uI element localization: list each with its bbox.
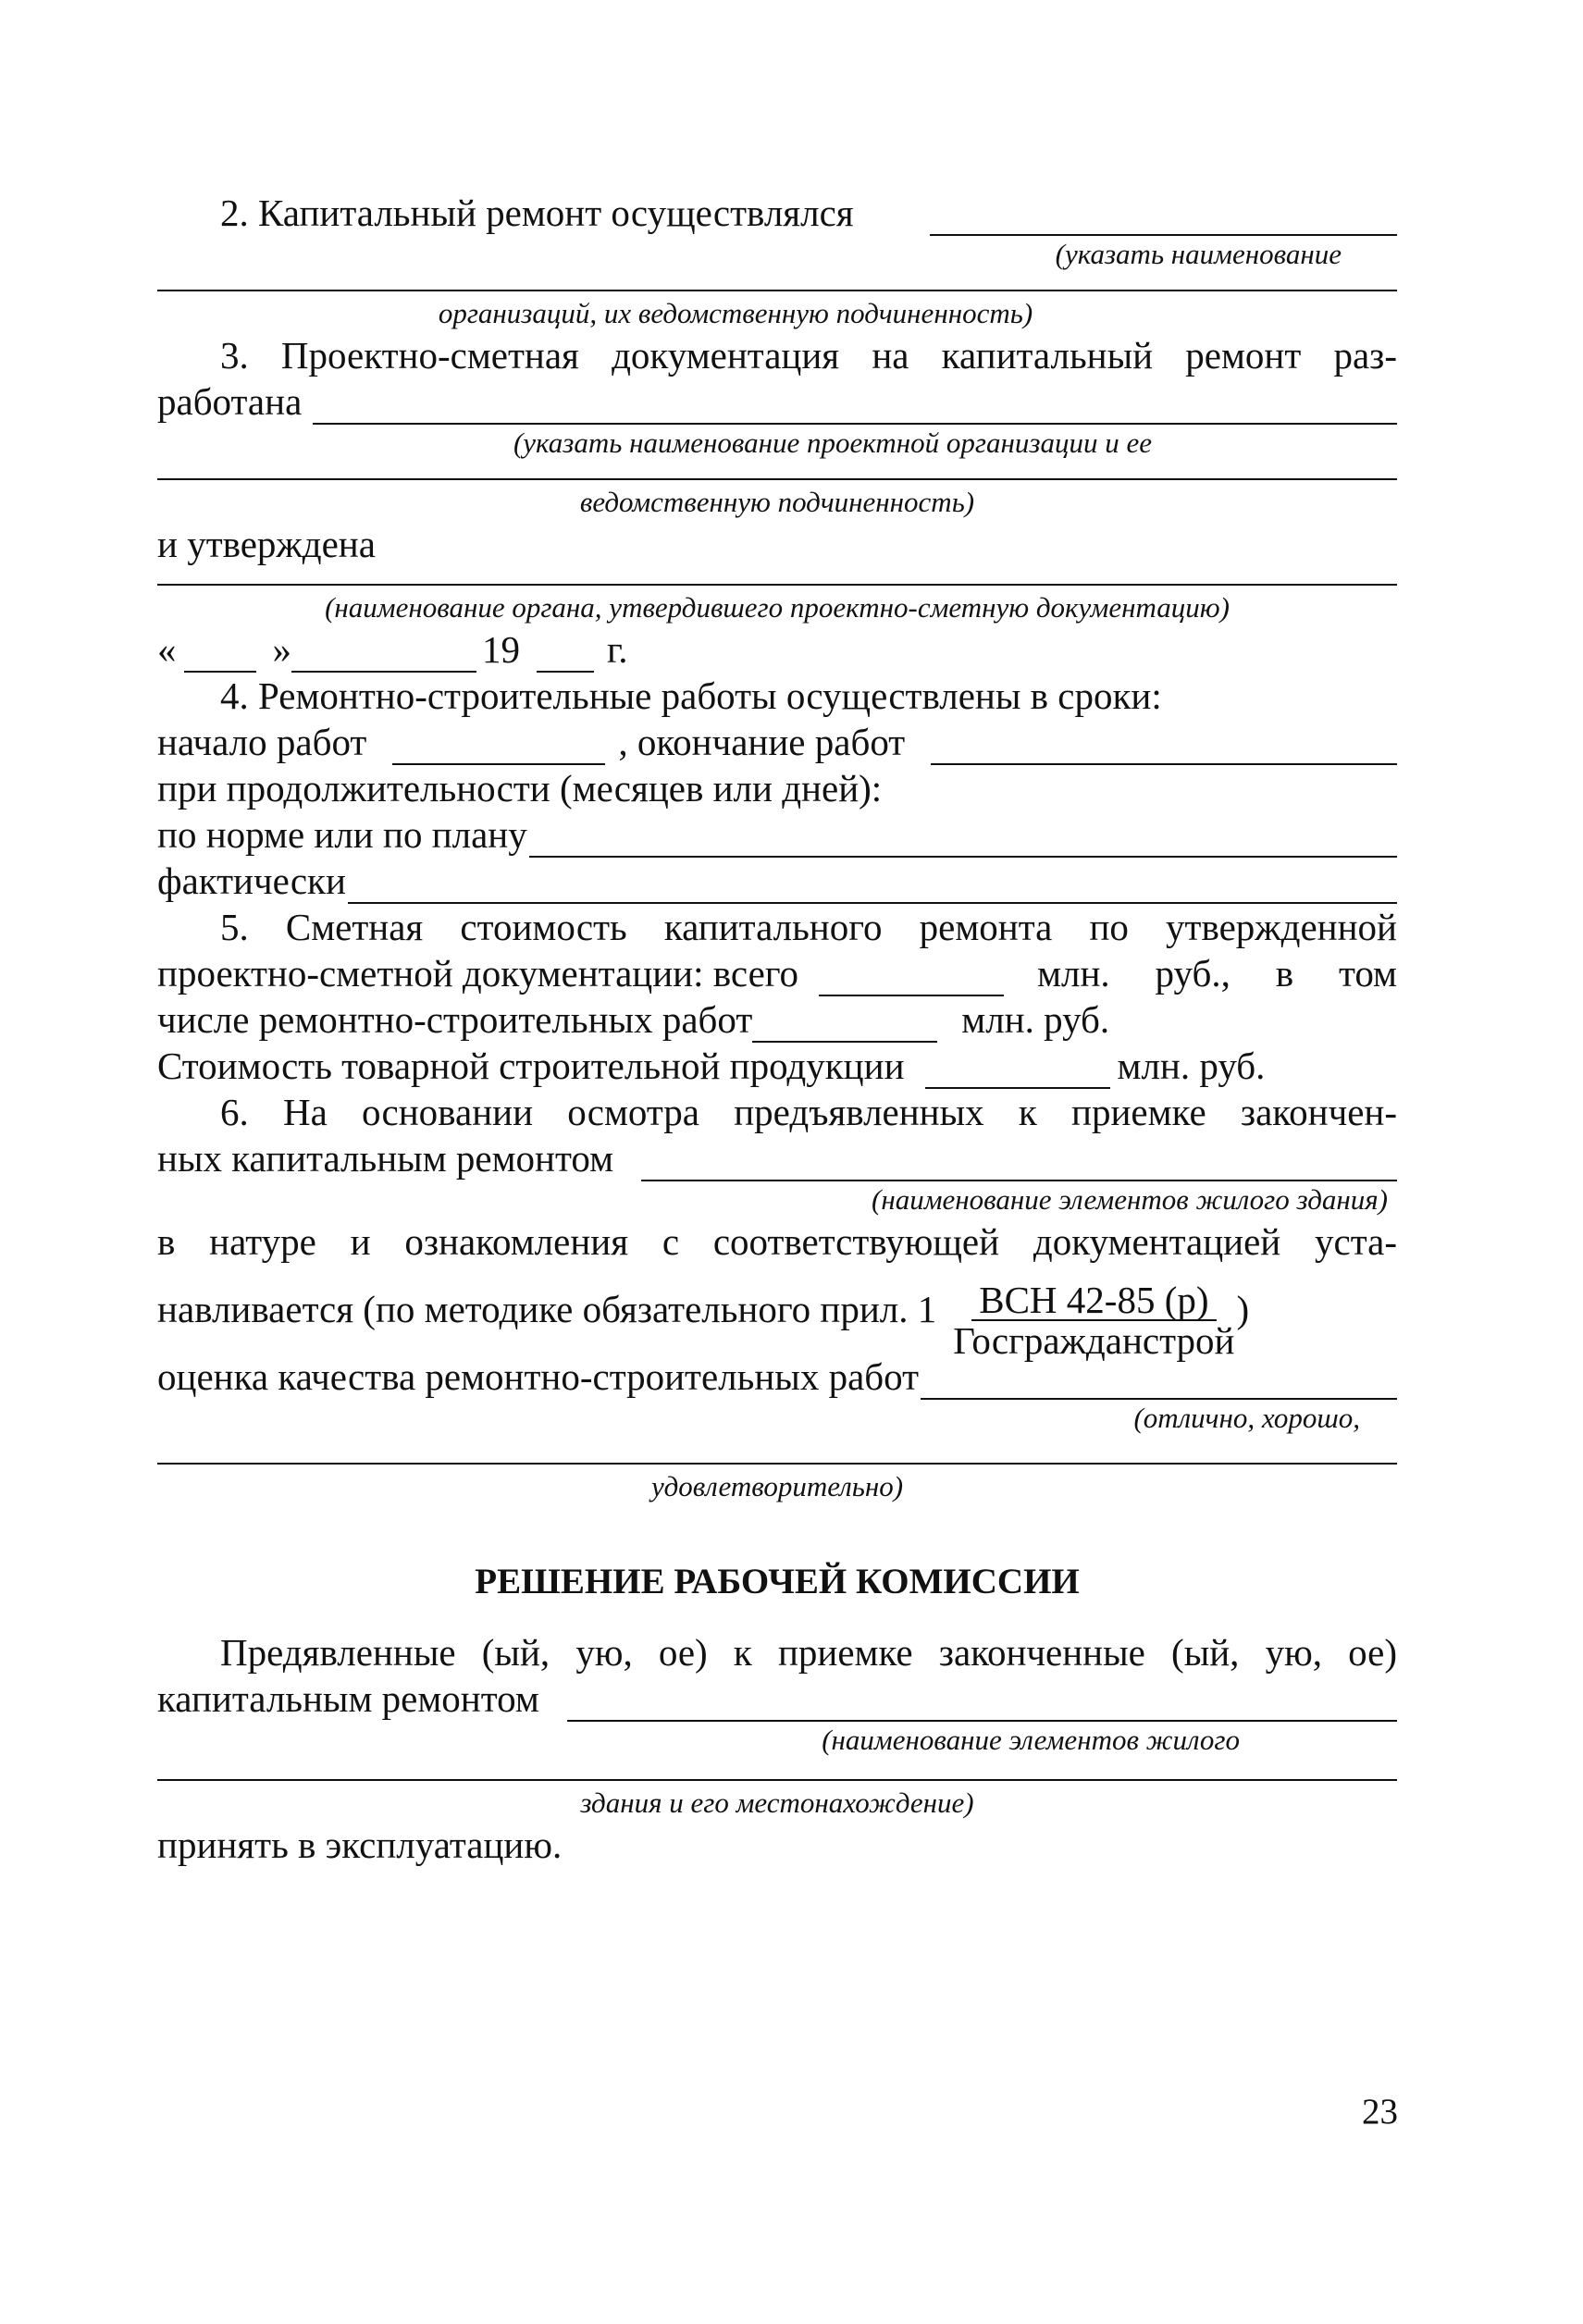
- item5-line2: [157, 950, 1397, 996]
- item6-caption2: (отлично, хорошо,: [1133, 1402, 1360, 1434]
- work-end-field[interactable]: [931, 728, 1397, 765]
- item6-line4: [157, 1265, 1397, 1362]
- item3-date-line: [157, 626, 1397, 673]
- item6-caption3: удовлетворительно): [650, 1470, 904, 1502]
- item2-organization-field-2[interactable]: [157, 290, 1397, 291]
- item4-actual-line: [157, 858, 1397, 904]
- item4-norm-text: по норме или по плану: [157, 813, 527, 856]
- item4-dates-line: [157, 719, 1397, 765]
- item2-text: 2. Капитальный ремонт осуществлялся: [220, 192, 854, 234]
- date-year-prefix: 19: [482, 628, 520, 671]
- decision-caption1: (наименование элементов жилого: [822, 1724, 1240, 1756]
- accepted-elements-field-2[interactable]: [157, 1779, 1397, 1781]
- item3-caption2: ведомственную подчиненность): [579, 486, 975, 518]
- item4-line1: 4. Ремонтно-строительные работы осуществлены в сроки:: [220, 674, 1162, 717]
- date-open-quote: «: [157, 628, 177, 671]
- product-cost-field[interactable]: [925, 1052, 1110, 1089]
- item3-line1: 3. Проектно-сметная документация на капитальный ремонт раз-: [220, 334, 1397, 377]
- date-suffix: г.: [607, 628, 628, 671]
- item5-line3a: числе ремонтно-строительных работ: [157, 998, 753, 1041]
- item5-line2a: проектно-сметной документации: всего: [157, 952, 799, 995]
- vsn-fraction-close: ): [1236, 1288, 1250, 1330]
- norm-duration-field[interactable]: [529, 821, 1397, 858]
- item5-line1: 5. Сметная стоимость капитального ремонта по утвержденной: [220, 906, 1397, 948]
- item6-line5: [157, 1354, 1397, 1400]
- item3-approver-field[interactable]: [157, 584, 1397, 586]
- item3-developer-field-2[interactable]: [157, 478, 1397, 480]
- item4-duration-line: при продолжительности (месяцев или дней):: [157, 767, 883, 810]
- actual-duration-field[interactable]: [348, 867, 1397, 904]
- date-day-field[interactable]: [184, 636, 256, 673]
- decision-line3: принять в эксплуатацию.: [157, 1823, 563, 1866]
- date-month-field[interactable]: [291, 636, 476, 673]
- item4-end-text: , окончание работ: [618, 721, 906, 763]
- inspected-elements-field[interactable]: [641, 1144, 1397, 1181]
- item2-caption1: (указать наименование: [1055, 238, 1342, 270]
- decision-line1: Предявленные (ый, ую, ое) к приемке законченные (ый, ую, ое): [220, 1631, 1397, 1674]
- item5-line4: [157, 1043, 1397, 1089]
- document-page: [157, 190, 1397, 1868]
- vsn-fraction: [953, 1280, 1234, 1360]
- quality-rating-field-2[interactable]: [157, 1463, 1397, 1465]
- decision-caption2: здания и его местонахождение): [580, 1786, 974, 1819]
- decision-line2: [157, 1675, 1397, 1722]
- construction-cost-field[interactable]: [752, 1006, 937, 1043]
- date-year-field[interactable]: [537, 636, 594, 673]
- item3-approved-text: и утверждена: [157, 523, 376, 565]
- total-cost-field[interactable]: [819, 959, 1004, 996]
- item3-caption1: (указать наименование проектной организации и ее: [513, 426, 1153, 459]
- item5-line4b: млн. руб.: [1117, 1045, 1266, 1087]
- item6-line2: [157, 1135, 1397, 1181]
- page-number: 23: [1362, 2092, 1398, 2132]
- item2-organization-field[interactable]: [930, 199, 1397, 236]
- item6-line4-text: навливается (по методике обязательного прил. 1: [157, 1288, 937, 1330]
- item5-line2b: млн. руб., в том: [1037, 952, 1397, 995]
- item3-line2-text: работана: [157, 380, 303, 423]
- vsn-fraction-denominator: Госгражданстрой: [953, 1319, 1235, 1362]
- quality-rating-field[interactable]: [921, 1363, 1397, 1400]
- item6-line1: 6. На основании осмотра предъявленных к приемке закончен-: [220, 1091, 1397, 1133]
- item6-caption1: (наименование элементов жилого здания): [872, 1183, 1388, 1216]
- item2-caption2: организаций, их ведомственную подчиненность): [438, 297, 1033, 329]
- item4-actual-text: фактически: [157, 859, 346, 902]
- item3-developer-field[interactable]: [313, 388, 1397, 425]
- vsn-fraction-numerator: ВСН 42-85 (р): [971, 1280, 1216, 1321]
- item3-caption3: (наименование органа, утвердившего проектно-сметную документацию): [325, 591, 1230, 624]
- work-start-field[interactable]: [392, 728, 605, 765]
- accepted-elements-field[interactable]: [567, 1685, 1397, 1722]
- item6-line2-text: ных капитальным ремонтом: [157, 1137, 614, 1180]
- date-close-quote: »: [272, 628, 291, 671]
- item3-approved-line: [157, 521, 1397, 567]
- item2-line: [157, 190, 1397, 236]
- item3-line2: [157, 378, 1397, 425]
- item4-start-text: начало работ: [157, 721, 367, 763]
- item5-line3: [157, 996, 1397, 1043]
- item5-line4a: Стоимость товарной строительной продукции: [157, 1045, 905, 1087]
- decision-heading: РЕШЕНИЕ РАБОЧЕЙ КОМИССИИ: [475, 1562, 1080, 1601]
- item5-line3b: млн. руб.: [961, 998, 1110, 1041]
- item6-line5-text: оценка качества ремонтно-строительных работ: [157, 1355, 920, 1398]
- item4-norm-line: [157, 811, 1397, 858]
- item6-line3: в натуре и ознакомления с соответствующей документацией уста-: [157, 1220, 1397, 1263]
- decision-line2-text: капитальным ремонтом: [157, 1677, 539, 1720]
